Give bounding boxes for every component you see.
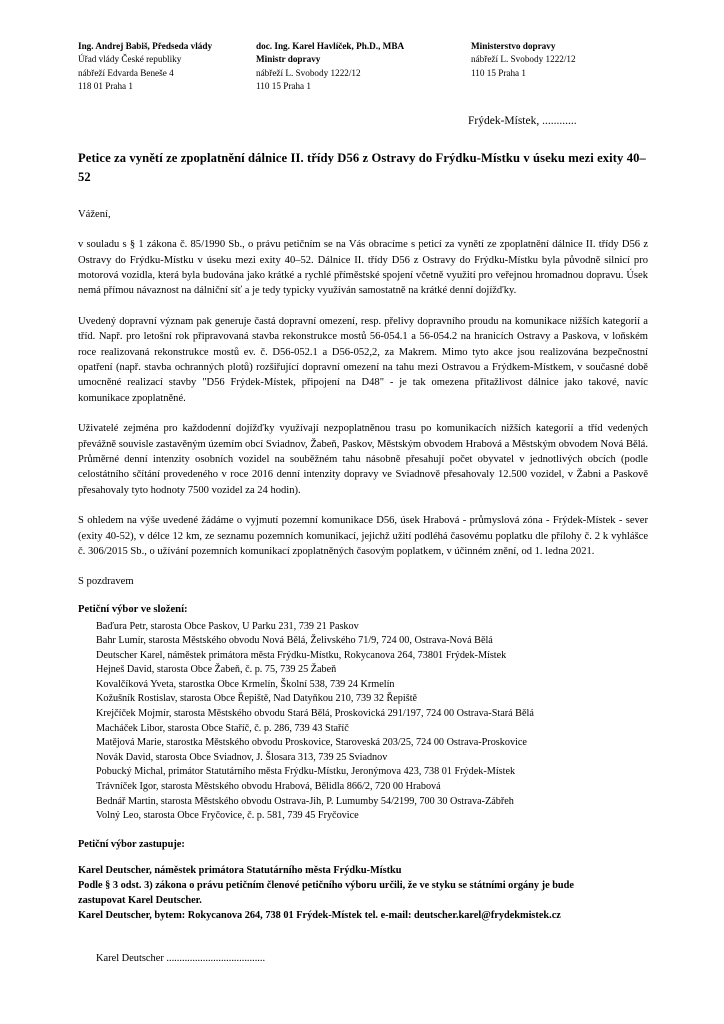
recipient-block-3 xyxy=(471,40,648,93)
representation-block xyxy=(78,863,648,923)
list-item: Bednář Martin, starosta Městského obvodu Ostrava-Jih, P. Lumumby 54/2199, 700 30 Ostrava-Zábřeh xyxy=(96,795,514,807)
body-paragraph: v souladu s § 1 zákona č. 85/1990 Sb., o právu petičním se na Vás obracíme s peticí za vynětí ze zpoplatnění dálnice II. třídy D56 z Ostravy do Frýdku-Místku v úseku mezi exity 40–52. Dálnice II. třídy D56 z Ostravy do Frýdku-Místku byla původně silnicí pro motorová vozidla, která byla budována jako krátké a rychlé příměstské spojení včetně využití pro veřejnou hromadnou dopravu. Úsek nemá přímou návaznost na dálniční síť a je tedy typicky využíván samostatně na krátké denní dojížďky. xyxy=(78,239,648,297)
recipient-line: nábřeží L. Svobody 1222/12 xyxy=(256,67,361,78)
recipient-addresses xyxy=(78,40,648,93)
recipient-line: nábřeží Edvarda Beneše 4 xyxy=(78,67,174,78)
list-item: Krejčíček Mojmír, starosta Městského obvodu Stará Bělá, Proskovická 291/197, 724 00 Ostrava-Stará Bělá xyxy=(96,708,534,720)
body-paragraph: S ohledem na výše uvedené žádáme o vyjmutí pozemní komunikace D56, úsek Hrabová - průmyslová zóna - Frýdek-Místek - sever (exity 40-52), v délce 12 km, ze seznamu pozemních komunikací, jejichž užití podléhá časovému poplatku dle přílohy č. 2 k vyhlášce č. 306/2015 Sb., o užívání pozemních komunikací zpoplatněných časovým poplatkem, v účinném znění, od 1. ledna 2021. xyxy=(78,515,648,558)
recipient-name: doc. Ing. Karel Havlíček, Ph.D., MBA xyxy=(256,41,405,51)
representation-line: Karel Deutscher, bytem: Rokycanova 264, 738 01 Frýdek-Místek tel. e-mail: deutscher.karel@frydekmistek.cz xyxy=(78,909,561,921)
recipient-name: Ing. Andrej Babiš, Předseda vlády xyxy=(78,41,213,51)
recipient-name: Ministerstvo dopravy xyxy=(471,41,556,51)
list-item: Trávníček Igor, starosta Městského obvodu Hrabová, Bělidla 866/2, 720 00 Hrabová xyxy=(96,781,441,793)
recipient-line: nábřeží L. Svobody 1222/12 xyxy=(471,54,576,65)
recipient-block-1 xyxy=(78,40,256,93)
representation-line: Podle § 3 odst. 3) zákona o právu petičním členové petičního výboru určili, že ve styku se státními orgány je bude xyxy=(78,879,574,891)
list-item: Baďura Petr, starosta Obce Paskov, U Parku 231, 739 21 Paskov xyxy=(96,620,359,632)
representation-line: zastupovat Karel Deutscher. xyxy=(78,894,202,906)
salutation: Vážení, xyxy=(78,209,111,221)
page-title: Petice za vynětí ze zpoplatnění dálnice II. třídy D56 z Ostravy do Frýdku-Místku v úseku mezi exity 40–52 xyxy=(78,151,646,185)
closing-regards: S pozdravem xyxy=(78,575,134,587)
recipient-line: 110 15 Praha 1 xyxy=(471,67,527,78)
list-item: Macháček Libor, starosta Obce Staříč, č. p. 286, 739 43 Staříč xyxy=(96,722,349,734)
place-and-date: Frýdek-Místek, ............ xyxy=(468,115,577,128)
list-item: Matějová Marie, starostka Městského obvodu Proskovice, Staroveská 203/25, 724 00 Ostrava-Proskovice xyxy=(96,737,527,749)
list-item: Kožušník Rostislav, starosta Obce Řepiště, Nad Datyňkou 210, 739 32 Řepiště xyxy=(96,693,418,705)
representation-heading: Petiční výbor zastupuje: xyxy=(78,838,185,850)
recipient-block-2 xyxy=(256,40,471,93)
body-paragraph: Uvedený dopravní význam pak generuje častá dopravní omezení, resp. přelivy dopravního proudu na komunikace nižších kategorií a tříd. Např. pro letošní rok připravovaná stavba rekonstrukce mostů 56-054.1 a 56-054.2 na hranicích Ostravy a Paskova, v loňském roce realizovaná rekonstrukce mostů ev. č. D56-052.1 a D56-052,2, za Makrem. Mimo tyto akce jsou realizována bezpečnostní opatření (např. stavba ochranných plotů) rozšiřující dopravní omezení na tahu mezi Ostravou a Frýdkem-Místkem, v současné době umocněné realizací stavby "D56 Frýdek-Místek, připojení na D48" - je tak omezena přitažlivost dálnice jako takové, navíc komunikace zpoplatněné. xyxy=(78,315,648,404)
list-item: Deutscher Karel, náměstek primátora města Frýdku-Místku, Rokycanova 264, 73801 Frýdek-Místek xyxy=(96,649,507,661)
list-item: Kovalčíková Yveta, starostka Obce Krmelín, Školní 538, 739 24 Krmelín xyxy=(96,678,395,690)
list-item: Hejneš David, starosta Obce Žabeň, č. p. 75, 739 25 Žabeň xyxy=(96,664,337,676)
list-item: Novák David, starosta Obce Sviadnov, J. Šlosara 313, 739 25 Sviadnov xyxy=(96,751,388,763)
recipient-line: Úřad vlády České republiky xyxy=(78,54,182,65)
committee-member-list xyxy=(78,620,648,824)
body-paragraph: Uživatelé zejména pro každodenní dojížďky využívají nezpoplatněnou trasu po komunikacích nižších kategorií a tříd vedených převážně souvisle zastavěným územím obcí Sviadnov, Žabeň, Paskov, Městským obvodem Hrabová a Městským obvodem Nová Bělá. Průměrné denní intenzity osobních vozidel na souběžném tahu násobně přesahují počet obyvatel v jednotlivých obcích (podle celostátního sčítání provedeného v roce 2016 denní intenzity dopravy ve Sviadnově přesahovaly 12.500 vozidel, v Žabni a Paskově přesahovaly tyto hodnoty 7500 vozidel za 24 hodin). xyxy=(78,423,648,496)
list-item: Volný Leo, starosta Obce Fryčovice, č. p. 581, 739 45 Fryčovice xyxy=(96,810,359,822)
committee-heading: Petiční výbor ve složení: xyxy=(78,603,188,615)
representation-line: Karel Deutscher, náměstek primátora Statutárního města Frýdku-Místku xyxy=(78,864,402,876)
recipient-line: 118 01 Praha 1 xyxy=(78,80,134,91)
recipient-line: 110 15 Praha 1 xyxy=(256,80,312,91)
recipient-line: Ministr dopravy xyxy=(256,54,321,65)
signature-line: Karel Deutscher ...................................... xyxy=(96,952,266,964)
document-content xyxy=(78,40,648,964)
list-item: Pobucký Michal, primátor Statutárního města Frýdku-Místku, Jeronýmova 423, 738 01 Frýdek-Místek xyxy=(96,766,516,778)
list-item: Bahr Lumír, starosta Městského obvodu Nová Bělá, Želivského 71/9, 724 00, Ostrava-Nová Bělá xyxy=(96,635,493,647)
